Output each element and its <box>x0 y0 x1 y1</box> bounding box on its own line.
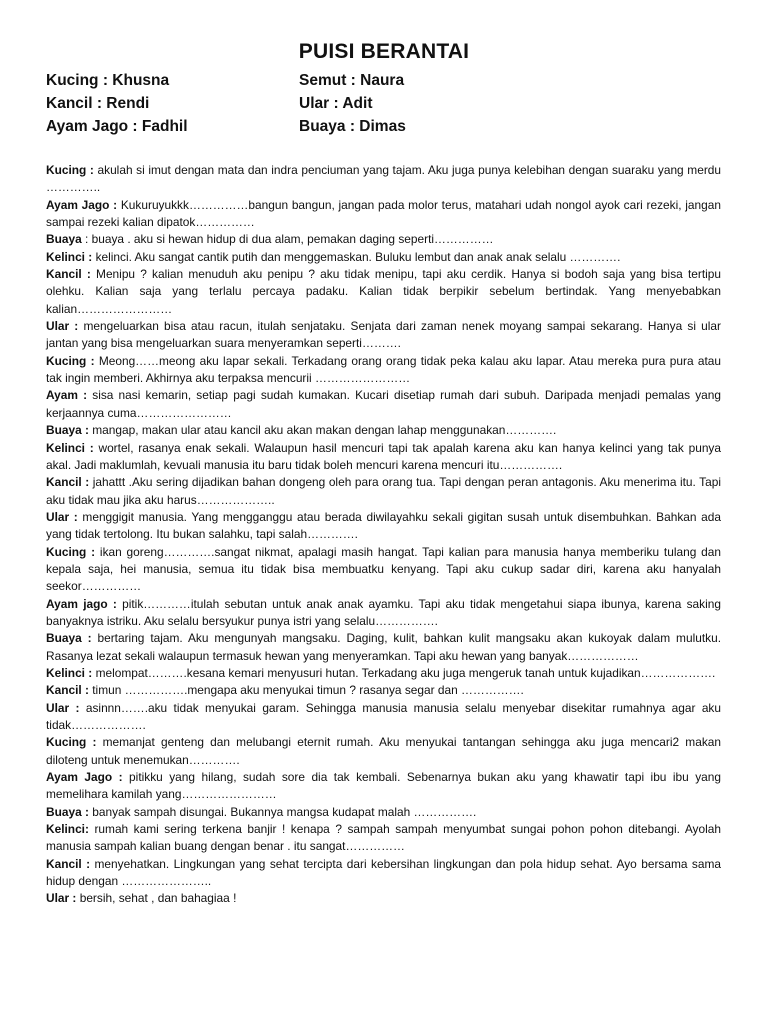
document-title: PUISI BERANTAI <box>298 40 470 63</box>
speaker-name: Buaya <box>46 232 82 247</box>
poem-line <box>46 387 721 422</box>
speaker-name: Kancil : <box>46 475 90 490</box>
poem-line <box>46 700 721 735</box>
speaker-name: Ular : <box>46 509 78 524</box>
cast-entry-left: Ayam Jago : Fadhil <box>46 118 188 135</box>
speaker-name: Buaya : <box>46 423 89 438</box>
line-text: wortel, rasanya enak sekali. Walaupun hasil mencuri tapi tak apalah karena aku kan hanya kelinci yang tak punya akal. Jadi maklumlah, kevuali manusia itu baru tidak boleh mencuri karena mencuri itu……………. <box>46 440 721 472</box>
line-text: menggigit manusia. Yang mengganggu atau berada diwilayahku sekali gigitan susah untuk disembuhkan. Bahkan ada yang tidak tertolong. Itu bukan salahku, tapi salah…………. <box>46 509 721 542</box>
speaker-name: Buaya : <box>46 804 89 819</box>
speaker-name: Kelinci: <box>46 822 89 837</box>
speaker-name: Ayam jago : <box>46 596 117 611</box>
line-text: Kukuruyukkk……………bangun bangun, jangan pada molor terus, matahari udah nongol ayok cari rezeki, jangan sampai rezeki kalian dipatok…………… <box>46 197 721 230</box>
speaker-name: Buaya : <box>46 631 92 646</box>
cast-entry-right: Ular : Adit <box>299 95 373 112</box>
speaker-name: Kelinci : <box>46 249 93 264</box>
speaker-name: Kancil : <box>46 856 91 871</box>
speaker-name: Ayam Jago : <box>46 770 123 785</box>
poem-line <box>46 630 721 665</box>
poem-line <box>46 682 721 699</box>
line-text: asinnn…….aku tidak menyukai garam. Sehingga manusia manusia selalu menyebar disekitar rumahnya agar aku tidak………………. <box>46 700 721 732</box>
speaker-name: Ayam : <box>46 388 88 403</box>
cast-entry-left: Kucing : Khusna <box>46 72 170 89</box>
line-text: Menipu ? kalian menuduh aku penipu ? aku tidak menipu, tapi aku cerdik. Hanya si bodoh saja yang bisa tertipu olehku. Kalian saja yang terlalu percaya padaku. Kalian tidak berpikir sebelum bertindak. Yang menyebabkan kalian…………………… <box>46 267 721 316</box>
line-text: sisa nasi kemarin, setiap pagi sudah kumakan. Kucari disetiap rumah dari subuh. Daripada menjadi pemalas yang kerjaannya cuma…………………… <box>46 388 721 420</box>
line-text: bersih, sehat , dan bahagiaa ! <box>76 891 237 906</box>
speaker-name: Kelinci : <box>46 440 94 455</box>
speaker-name: Ular : <box>46 319 79 334</box>
poem-line <box>46 422 721 439</box>
poem-body <box>46 162 721 908</box>
line-text: kelinci. Aku sangat cantik putih dan menggemaskan. Buluku lembut dan anak anak selalu …………. <box>92 249 621 264</box>
poem-line <box>46 474 721 509</box>
line-text: mangap, makan ular atau kancil aku akan makan dengan lahap menggunakan…………. <box>88 423 557 438</box>
poem-line <box>46 318 721 353</box>
line-text: : buaya . aku si hewan hidup di dua alam, pemakan daging seperti…………… <box>81 232 494 247</box>
poem-line <box>46 890 721 907</box>
poem-line <box>46 162 721 197</box>
line-text: Meong……meong aku lapar sekali. Terkadang orang orang tidak peka kalau aku lapar. Atau mereka pura pura atau tak ingin memberi. Akhirnya aku terpaksa mencurii …………………… <box>46 353 722 386</box>
cast-row <box>46 72 706 95</box>
poem-line <box>46 665 721 682</box>
cast-row <box>46 95 706 118</box>
poem-line <box>46 509 721 544</box>
line-text: jahattt .Aku sering dijadikan bahan dongeng oleh para orang tua. Tapi dengan peran antagonis. Aku menerima itu. Tapi aku tidak mau jika aku harus……………….. <box>46 475 721 507</box>
line-text: pitikku yang hilang, sudah sore dia tak kembali. Sebenarnya bukan aku yang khawatir tapi ibu ibu yang memelihara kamilah yang…………………… <box>46 770 722 802</box>
speaker-name: Ular : <box>46 891 77 906</box>
line-text: rumah kami sering terkena banjir ! kenapa ? sampah sampah menyumbat sungai pohon pohon ditebangi. Ayolah manusia sampah kalian buang dengan benar . itu sangat…………… <box>46 822 721 854</box>
poem-line <box>46 804 721 821</box>
speaker-name: Ular : <box>46 700 80 715</box>
line-text: memanjat genteng dan melubangi eternit rumah. Aku menyukai tantangan sehingga aku juga mencari2 makan diloteng untuk menemukan…………. <box>46 735 721 767</box>
cast-entry-left: Kancil : Rendi <box>46 95 150 112</box>
line-text: timun …………….mengapa aku menyukai timun ? rasanya segar dan ……………. <box>88 683 524 698</box>
speaker-name: Kucing : <box>46 353 95 368</box>
line-text: menyehatkan. Lingkungan yang sehat tercipta dari kebersihan lingkungan dan pola hidup sehat. Ayo bersama sama hidup dengan ………………….. <box>46 856 721 889</box>
cast-list <box>46 72 706 141</box>
speaker-name: Kelinci : <box>46 665 93 680</box>
poem-line <box>46 821 721 856</box>
line-text: akulah si imut dengan mata dan indra penciuman yang tajam. Aku juga punya kelebihan dengan suaraku yang merdu ………….. <box>46 163 722 195</box>
speaker-name: Kucing : <box>46 544 96 559</box>
cast-row <box>46 118 706 141</box>
line-text: banyak sampah disungai. Bukannya mangsa kudapat malah ……………. <box>88 804 477 819</box>
speaker-name: Kucing : <box>46 735 97 750</box>
speaker-name: Kancil : <box>46 267 91 282</box>
speaker-name: Kucing : <box>46 163 94 177</box>
poem-line <box>46 440 721 475</box>
cast-entry-right: Semut : Naura <box>299 72 405 89</box>
line-text: melompat……….kesana kemari menyusuri hutan. Terkadang aku juga mengeruk tanah untuk kujadikan………………. <box>92 665 716 680</box>
poem-line <box>46 544 721 596</box>
speaker-name: Ayam Jago : <box>46 197 118 212</box>
poem-line <box>46 249 721 266</box>
poem-line <box>46 266 721 318</box>
poem-line <box>46 734 721 769</box>
line-text: pitik…………itulah sebutan untuk anak anak ayamku. Tapi aku tidak mengetahui siapa ibunya, karena saking banyaknya istriku. Aku selalu bersyukur punya istri yang selalu……………. <box>46 596 721 628</box>
poem-line <box>46 856 721 891</box>
poem-line <box>46 353 721 388</box>
poem-line <box>46 769 721 804</box>
poem-line <box>46 231 721 248</box>
poem-line <box>46 197 721 232</box>
line-text: mengeluarkan bisa atau racun, itulah senjataku. Senjata dari zaman nenek moyang sampai sekarang. Hanya si ular jantan yang bisa mengeluarkan suara menyeramkan seperti………. <box>46 319 721 351</box>
poem-line <box>46 596 721 631</box>
line-text: bertaring tajam. Aku mengunyah mangsaku. Daging, kulit, bahkan kulit mangsaku akan kukoyak dalam mulutku. Rasanya lezat sekali walaupun termasuk hewan yang menyeramkan. Tapi aku hewan yang banyak……………… <box>46 631 722 663</box>
line-text: ikan goreng………….sangat nikmat, apalagi masih hangat. Tapi kalian para manusia hanya memberiku tulang dan kepala saja, hei manusia, semua itu tidak bisa membuatku kenyang. Tapi aku cukup sadar diri, karena aku hanyalah seekor…………… <box>46 544 721 594</box>
cast-entry-right: Buaya : Dimas <box>299 118 406 135</box>
speaker-name: Kancil : <box>46 683 89 698</box>
